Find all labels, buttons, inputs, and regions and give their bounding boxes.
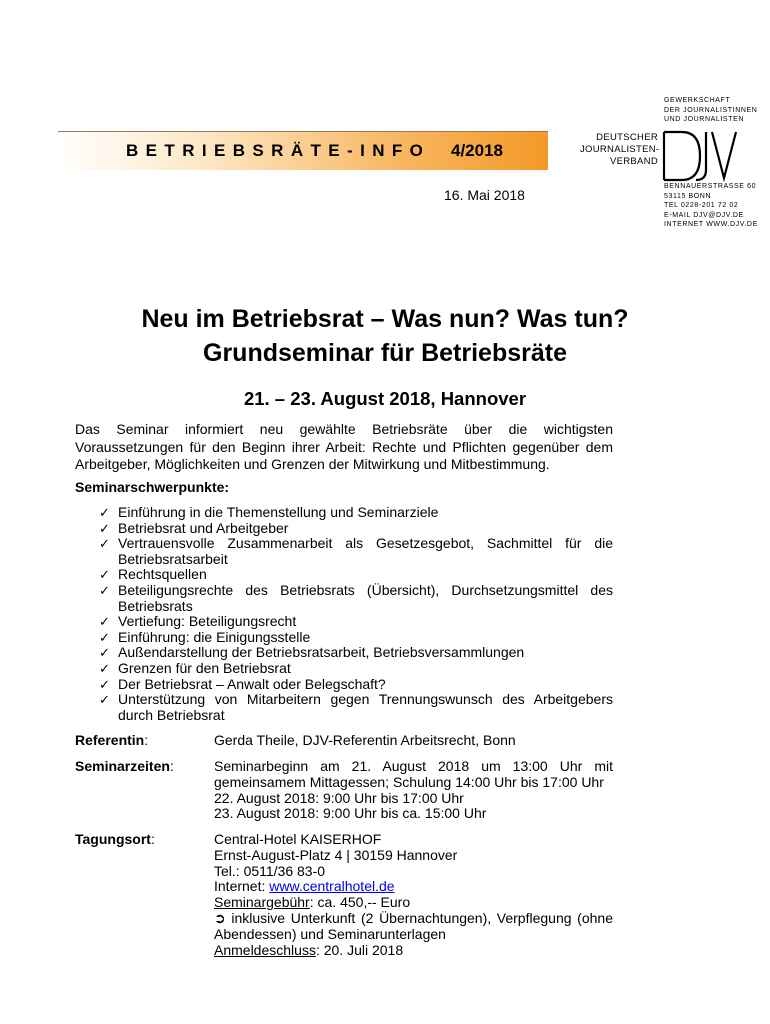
list-item <box>75 614 613 630</box>
label-colon: : <box>169 758 174 774</box>
internet-label: Internet: <box>214 878 270 895</box>
header-banner <box>58 131 548 170</box>
list-item <box>75 661 613 677</box>
djv-logo-mark <box>662 130 738 182</box>
djv-logo <box>580 96 760 246</box>
check-icon: ✓ <box>99 520 110 536</box>
document-date: 16. Mai 2018 <box>444 187 525 203</box>
referent-label-text: Referentin <box>75 732 145 748</box>
logo-org-name <box>580 132 658 168</box>
fee-label: Seminargebühr <box>214 894 310 911</box>
focus-list <box>75 505 613 723</box>
title-line: Grundseminar für Betriebsräte <box>203 339 567 367</box>
check-icon: ✓ <box>99 676 110 692</box>
fee-inclusive-text: inklusive Unterkunft (2 Übernachtungen), Verpflegung (ohne Abendessen) und Seminarunterlagen <box>214 909 613 942</box>
list-item-text: Vertrauensvolle Zusammenarbeit als Gesetzesgebot, Sachmittel für die Betriebsratsarbeit <box>118 535 613 567</box>
deadline-value: : 20. Juli 2018 <box>315 941 404 958</box>
logo-tagline-line: UND JOURNALISTEN <box>664 116 744 123</box>
seminar-dates-heading: 21. – 23. August 2018, Hannover <box>243 388 527 409</box>
check-icon: ✓ <box>99 567 110 583</box>
times-label <box>75 759 174 775</box>
referent-value: Gerda Theile, DJV-Referentin Arbeitsrecht, Bonn <box>214 732 516 748</box>
check-icon: ✓ <box>99 692 110 708</box>
issue-number: 4/2018 <box>451 141 503 160</box>
list-item-text: Einführung in die Themenstellung und Seminarziele <box>118 504 439 520</box>
venue-hotel: Central-Hotel KAISERHOF <box>214 831 382 847</box>
logo-org-line: DEUTSCHER <box>596 132 658 143</box>
list-item <box>75 692 613 723</box>
list-item-text: Grenzen für den Betriebsrat <box>118 659 291 676</box>
check-icon: ✓ <box>99 614 110 630</box>
venue-value <box>214 832 613 958</box>
list-item-text: Unterstützung von Mitarbeitern gegen Trennungswunsch des Arbeitgebers durch Betriebsrat <box>118 691 613 723</box>
times-line: Seminarbeginn am 21. August 2018 um 13:00 Uhr mit gemeinsamem Mittagessen; Schulung 14:00 Uhr bis 17:00 Uhr <box>214 758 613 790</box>
times-line: 22. August 2018: 9:00 Uhr bis 17:00 Uhr <box>214 789 464 806</box>
seminar-fee <box>214 895 613 911</box>
venue-internet <box>214 879 613 895</box>
list-item-text: Beteiligungsrechte des Betriebsrats (Übersicht), Durchsetzungsmittel des Betriebsrats <box>118 581 613 614</box>
list-item-text: Einführung: die Einigungsstelle <box>118 628 311 645</box>
logo-address-line: BENNAUERSTRASSE 60 <box>664 183 757 190</box>
venue-address: Ernst-August-Platz 4 | 30159 Hannover <box>214 846 458 863</box>
venue-label-text: Tagungsort <box>75 831 151 847</box>
logo-address-line: 53115 BONN <box>664 192 712 200</box>
check-icon: ✓ <box>99 629 110 645</box>
document-title <box>0 302 770 370</box>
arrow-icon: ➲ <box>214 909 226 926</box>
list-item <box>75 567 613 583</box>
venue-label <box>75 832 155 848</box>
focus-heading: Seminarschwerpunkte: <box>75 479 230 495</box>
logo-address-line: TEL 0228-201 72 02 <box>664 202 739 209</box>
logo-tagline-line: GEWERKSCHAFT <box>664 97 731 104</box>
check-icon: ✓ <box>99 645 110 661</box>
title-line: Neu im Betriebsrat – Was nun? Was tun? <box>141 305 629 333</box>
list-item <box>75 677 613 693</box>
fee-value: : ca. 450,-- Euro <box>309 894 411 911</box>
list-item <box>75 630 613 646</box>
list-item-text: Betriebsrat und Arbeitgeber <box>118 519 289 536</box>
logo-tagline <box>664 96 757 125</box>
venue-phone: Tel.: 0511/36 83-0 <box>214 862 326 879</box>
list-item-text: Der Betriebsrat – Anwalt oder Belegschaft? <box>118 675 386 692</box>
check-icon: ✓ <box>99 582 110 598</box>
list-item <box>75 521 613 537</box>
logo-address-line: INTERNET WWW.DJV.DE <box>664 221 758 228</box>
check-icon: ✓ <box>99 505 110 520</box>
label-colon: : <box>150 831 155 847</box>
list-item <box>75 645 613 661</box>
logo-org-line: VERBAND <box>609 156 658 167</box>
list-item-text: Vertiefung: Beteiligungsrecht <box>118 613 297 630</box>
logo-tagline-line: DER JOURNALISTINNEN <box>664 106 758 114</box>
times-value <box>214 759 613 822</box>
logo-address-line: E-MAIL DJV@DJV.DE <box>664 211 744 219</box>
logo-address <box>664 182 758 230</box>
intro-paragraph: Das Seminar informiert neu gewählte Betriebsräte über die wichtigsten Voraussetzungen für den Beginn ihrer Arbeit: Rechte und Pflichten gegenüber dem Arbeitgeber, Möglichkeiten und Grenzen der Mitwirkung und Mitbestimmung. <box>75 421 613 472</box>
times-label-text: Seminarzeiten <box>75 758 170 774</box>
referent-label <box>75 733 148 749</box>
registration-deadline <box>214 943 613 959</box>
logo-org-line: JOURNALISTEN- <box>580 144 660 155</box>
list-item <box>75 583 613 614</box>
banner-title: BETRIEBSRÄTE-INFO <box>126 141 431 160</box>
deadline-label: Anmeldeschluss <box>214 941 316 958</box>
list-item <box>75 536 613 567</box>
fee-inclusive <box>214 911 613 943</box>
check-icon: ✓ <box>99 660 110 676</box>
list-item-text: Außendarstellung der Betriebsratsarbeit, Betriebsversammlungen <box>118 644 525 661</box>
label-colon: : <box>144 732 149 748</box>
check-icon: ✓ <box>99 536 110 552</box>
hotel-website-link[interactable]: www.centralhotel.de <box>269 878 395 895</box>
list-item <box>75 505 613 521</box>
list-item-text: Rechtsquellen <box>118 566 207 583</box>
times-line: 23. August 2018: 9:00 Uhr bis ca. 15:00 Uhr <box>214 805 487 822</box>
